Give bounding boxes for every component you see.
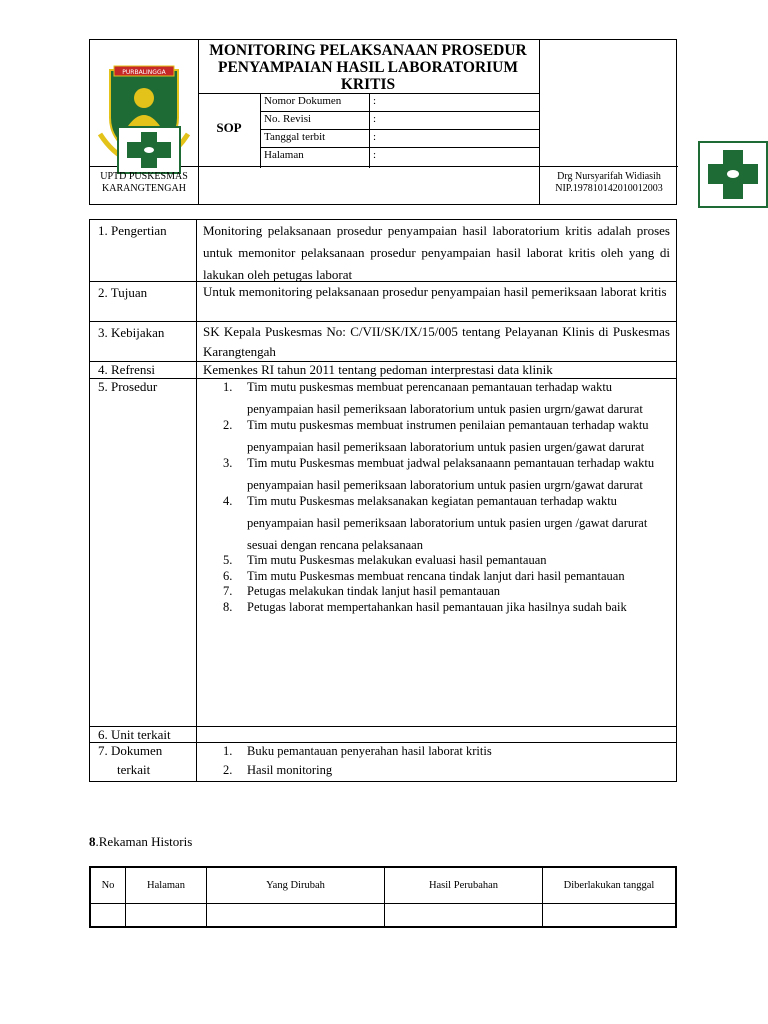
rekaman-cell xyxy=(126,904,207,927)
step-number: 1. xyxy=(223,380,233,394)
text-tujuan: Untuk memonitoring pelaksanaan prosedur penyampaian hasil pemeriksaan laborat kritis xyxy=(203,284,667,299)
value-dokumen-terkait xyxy=(197,743,676,781)
dokumen-text: Buku pemantauan penyerahan hasil laborat kritis xyxy=(247,744,492,758)
rekaman-cell xyxy=(385,904,543,927)
label-dokumen-terkait-line1: 7. Dokumen xyxy=(98,743,163,758)
label-kebijakan: 3. Kebijakan xyxy=(90,322,197,361)
signatory-nip: NIP.197810142010012003 xyxy=(555,183,663,194)
meta-label-halaman: Halaman xyxy=(264,149,304,161)
step-text: Tim mutu Puskesmas membuat rencana tindak lanjut dari hasil pemantauan xyxy=(247,569,625,583)
header-divider xyxy=(260,93,261,168)
rekaman-col-yang-dirubah: Yang Dirubah xyxy=(207,868,385,904)
label-refrensi: 4. Refrensi xyxy=(90,362,197,378)
rekaman-cell xyxy=(207,904,385,927)
value-unit-terkait xyxy=(197,727,676,742)
value-tujuan xyxy=(197,282,676,321)
step-number: 8. xyxy=(223,600,233,614)
dokumen-text: Hasil monitoring xyxy=(247,763,333,777)
institution-line-1: UPTD PUSKESMAS xyxy=(100,171,188,182)
meta-value-nomor-dokumen: : xyxy=(373,95,377,107)
rekaman-col-no: No xyxy=(91,868,126,904)
prosedur-step xyxy=(203,490,670,556)
puskesmas-logo xyxy=(117,126,181,174)
text-kebijakan: SK Kepala Puskesmas No: C/VII/SK/IX/15/005 tentang Pelayanan Klinis di Puskesmas Karangtengah xyxy=(203,324,670,359)
rekaman-historis-heading xyxy=(89,834,192,850)
institution-line-2: KARANGTENGAH xyxy=(102,183,186,194)
dokumen-item xyxy=(203,759,670,781)
step-number: 3. xyxy=(223,456,233,470)
meta-label-no-revisi: No. Revisi xyxy=(264,113,312,125)
rekaman-cell xyxy=(91,904,126,927)
label-dokumen-terkait-line2: terkait xyxy=(117,762,151,777)
step-text: Petugas laborat mempertahankan hasil pemantauan jika hasilnya sudah baik xyxy=(247,600,627,614)
dokumen-number: 2. xyxy=(223,763,233,777)
meta-value-no-revisi: : xyxy=(373,113,377,125)
label-unit-terkait: 6. Unit terkait xyxy=(90,727,197,742)
rekaman-title: .Rekaman Historis xyxy=(95,834,193,849)
header-divider xyxy=(260,129,539,130)
signatory-name: Drg Nursyarifah Widiasih xyxy=(557,171,661,182)
dokumen-number: 1. xyxy=(223,744,233,758)
meta-value-halaman: : xyxy=(373,149,377,161)
signatory xyxy=(540,171,678,195)
label-tujuan: 2. Tujuan xyxy=(90,282,197,321)
rekaman-col-diberlakukan-tanggal: Diberlakukan tanggal xyxy=(543,868,676,904)
rekaman-number: 8 xyxy=(89,834,96,849)
step-text: Tim mutu puskesmas membuat perencanaan pemantauan terhadap waktu penyampaian hasil pemeriksaan laboratorium untuk pasien urgrn/gawat darurat xyxy=(247,380,643,416)
dokumen-list xyxy=(203,743,670,781)
row-tujuan xyxy=(90,282,676,322)
regency-logo-banner: PURBALINGGA xyxy=(122,69,166,76)
header-divider xyxy=(260,147,539,148)
rekaman-header-row xyxy=(91,868,676,904)
rekaman-col-hasil-perubahan: Hasil Perubahan xyxy=(385,868,543,904)
row-kebijakan xyxy=(90,322,676,362)
rekaman-col-halaman: Halaman xyxy=(126,868,207,904)
step-text: Petugas melakukan tindak lanjut hasil pemantauan xyxy=(247,584,501,598)
text-refrensi: Kemenkes RI tahun 2011 tentang pedoman interprestasi data klinik xyxy=(203,362,553,377)
prosedur-steps xyxy=(203,376,670,618)
sop-label: SOP xyxy=(216,120,242,135)
step-number: 4. xyxy=(223,494,233,508)
step-number: 5. xyxy=(223,553,233,567)
value-prosedur xyxy=(197,379,676,726)
document-title: MONITORING PELAKSANAAN PROSEDUR PENYAMPAIAN HASIL LABORATORIUM KRITIS xyxy=(209,42,527,93)
sop-content-table xyxy=(89,219,677,782)
label-prosedur: 5. Prosedur xyxy=(90,379,197,726)
row-prosedur xyxy=(90,379,676,727)
text-pengertian: Monitoring pelaksanaan prosedur penyampaian hasil laboratorium kritis adalah proses untuk memonitor pelaksanaan prosedur penyampaian hasil laborat kritis oleh yang di lakukan oleh petugas laborat xyxy=(203,223,670,282)
prosedur-step xyxy=(203,596,670,618)
label-dokumen-terkait xyxy=(90,743,197,781)
rekaman-historis-table xyxy=(89,866,677,928)
label-pengertian: 1. Pengertian xyxy=(90,220,197,281)
step-number: 6. xyxy=(223,569,233,583)
step-text: Tim mutu Puskesmas melaksanakan kegiatan pemantauan terhadap waktu penyampaian hasil pemeriksaan laboratorium untuk pasien urgen /gawat darurat sesuai dengan rencana pelaksanaan xyxy=(247,494,648,552)
dokumen-item xyxy=(203,743,670,759)
row-unit-terkait xyxy=(90,727,676,743)
header-divider xyxy=(198,93,539,94)
step-text: Tim mutu Puskesmas melakukan evaluasi hasil pemantauan xyxy=(247,553,547,567)
rekaman-cell xyxy=(543,904,676,927)
step-text: Tim mutu Puskesmas membuat jadwal pelaksanaann pemantauan terhadap waktu penyampaian hasil pemeriksaan laboratorium untuk pasien urgrn/gawat darurat xyxy=(247,456,655,492)
rekaman-empty-row xyxy=(91,904,676,927)
row-dokumen-terkait xyxy=(90,743,676,781)
document-header xyxy=(89,39,677,205)
step-number: 2. xyxy=(223,418,233,432)
value-pengertian xyxy=(197,220,676,281)
institution-name xyxy=(90,171,198,195)
header-divider xyxy=(369,93,370,168)
meta-label-tanggal-terbit: Tanggal terbit xyxy=(264,131,326,143)
puskesmas-logo-right xyxy=(698,141,768,208)
meta-label-nomor-dokumen: Nomor Dokumen xyxy=(264,95,342,107)
step-text: Tim mutu puskesmas membuat instrumen penilaian pemantauan terhadap waktu penyampaian hasil pemeriksaan laboratorium untuk pasien urgen/gawat darurat xyxy=(247,418,649,454)
meta-value-tanggal-terbit: : xyxy=(373,131,377,143)
row-pengertian xyxy=(90,220,676,282)
value-kebijakan xyxy=(197,322,676,361)
header-divider xyxy=(260,111,539,112)
step-number: 7. xyxy=(223,584,233,598)
